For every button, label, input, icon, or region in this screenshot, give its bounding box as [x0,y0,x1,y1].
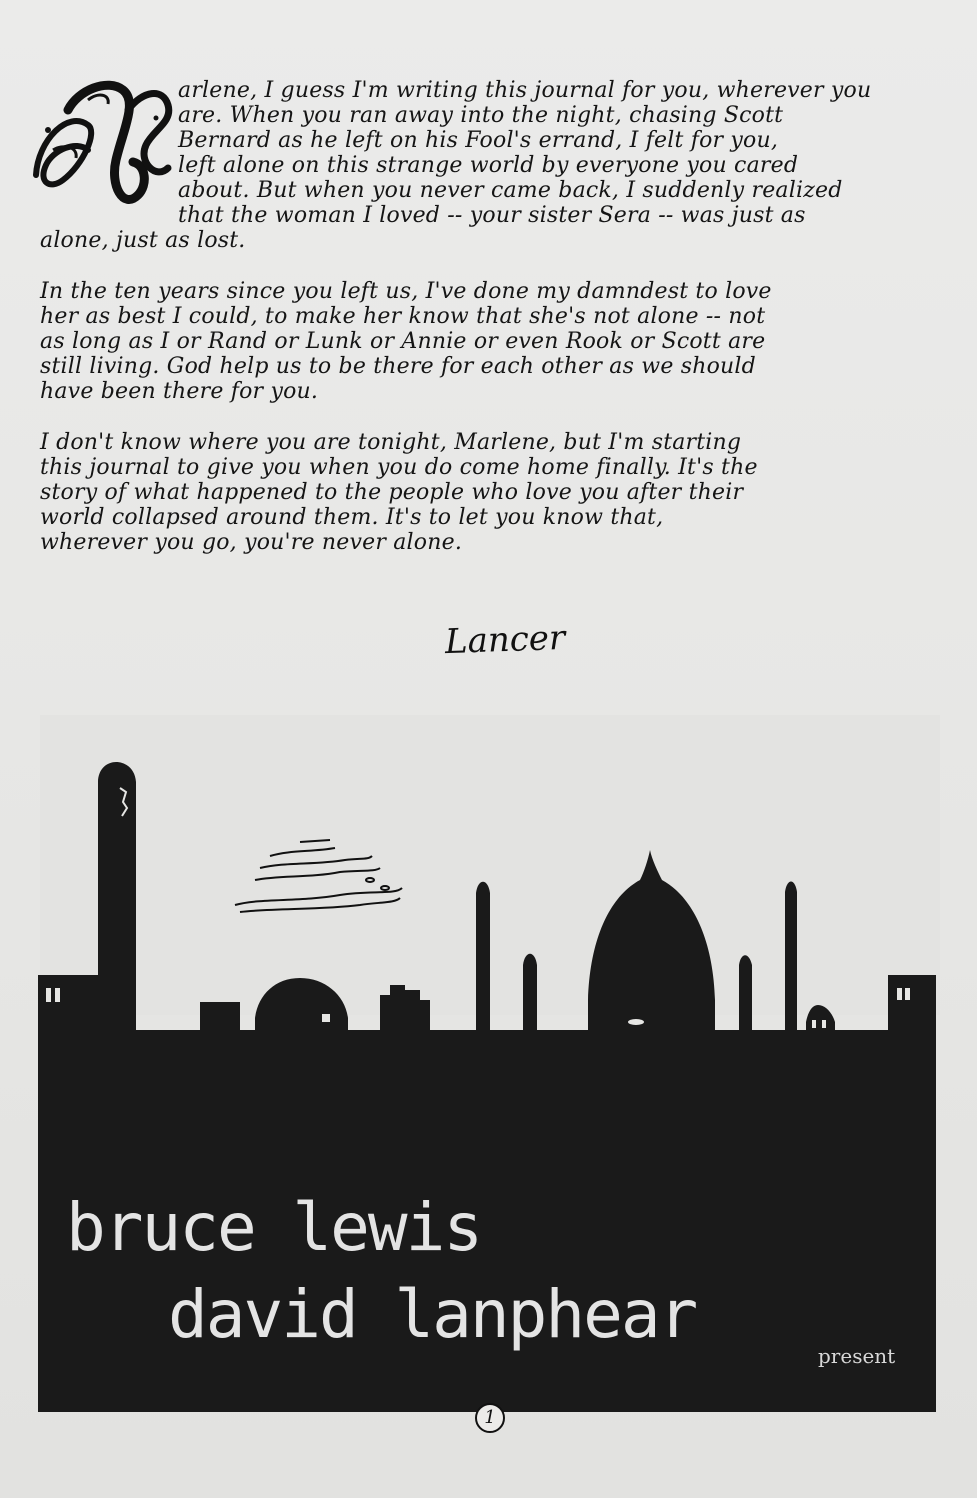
present-label: present [818,1344,896,1368]
letter-line: her as best I could, to make her know that she's not alone -- not [40,304,766,329]
letter-line: wherever you go, you're never alone. [40,530,463,555]
letter-line: I don't know where you are tonight, Marlene, but I'm starting [40,430,742,455]
letter-line: arlene, I guess I'm writing this journal for you, wherever you [178,78,872,103]
signature: Lancer [444,617,566,663]
letter-line: story of what happened to the people who love you after their [40,480,744,505]
letter-line: Bernard as he left on his Fool's errand, I felt for you, [178,128,779,153]
handwritten-letter [40,78,920,581]
letter-line: about. But when you never came back, I suddenly realized [178,178,843,203]
letter-line: have been there for you. [40,379,319,404]
letter-line: world collapsed around them. It's to let you know that, [40,505,664,530]
credit-line-2: david lanphear [168,1276,697,1353]
letter-line: as long as I or Rand or Lunk or Annie or even Rook or Scott are [40,329,766,354]
page-number: 1 [475,1403,505,1433]
letter-line: left alone on this strange world by everyone you cared [178,153,799,178]
letter-line: are. When you ran away into the night, chasing Scott [178,103,784,128]
letter-paragraph-3 [40,430,920,555]
letter-line: In the ten years since you left us, I've done my damndest to love [40,279,772,304]
letter-paragraph-1 [40,78,920,253]
letter-line: this journal to give you when you do come home finally. It's the [40,455,758,480]
letter-line: that the woman I loved -- your sister Sera -- was just as [178,203,806,228]
letter-paragraph-2 [40,279,920,404]
letter-line: still living. God help us to be there for each other as we should [40,354,756,379]
credit-line-1: bruce lewis [66,1189,482,1266]
letter-line: alone, just as lost. [40,228,246,253]
